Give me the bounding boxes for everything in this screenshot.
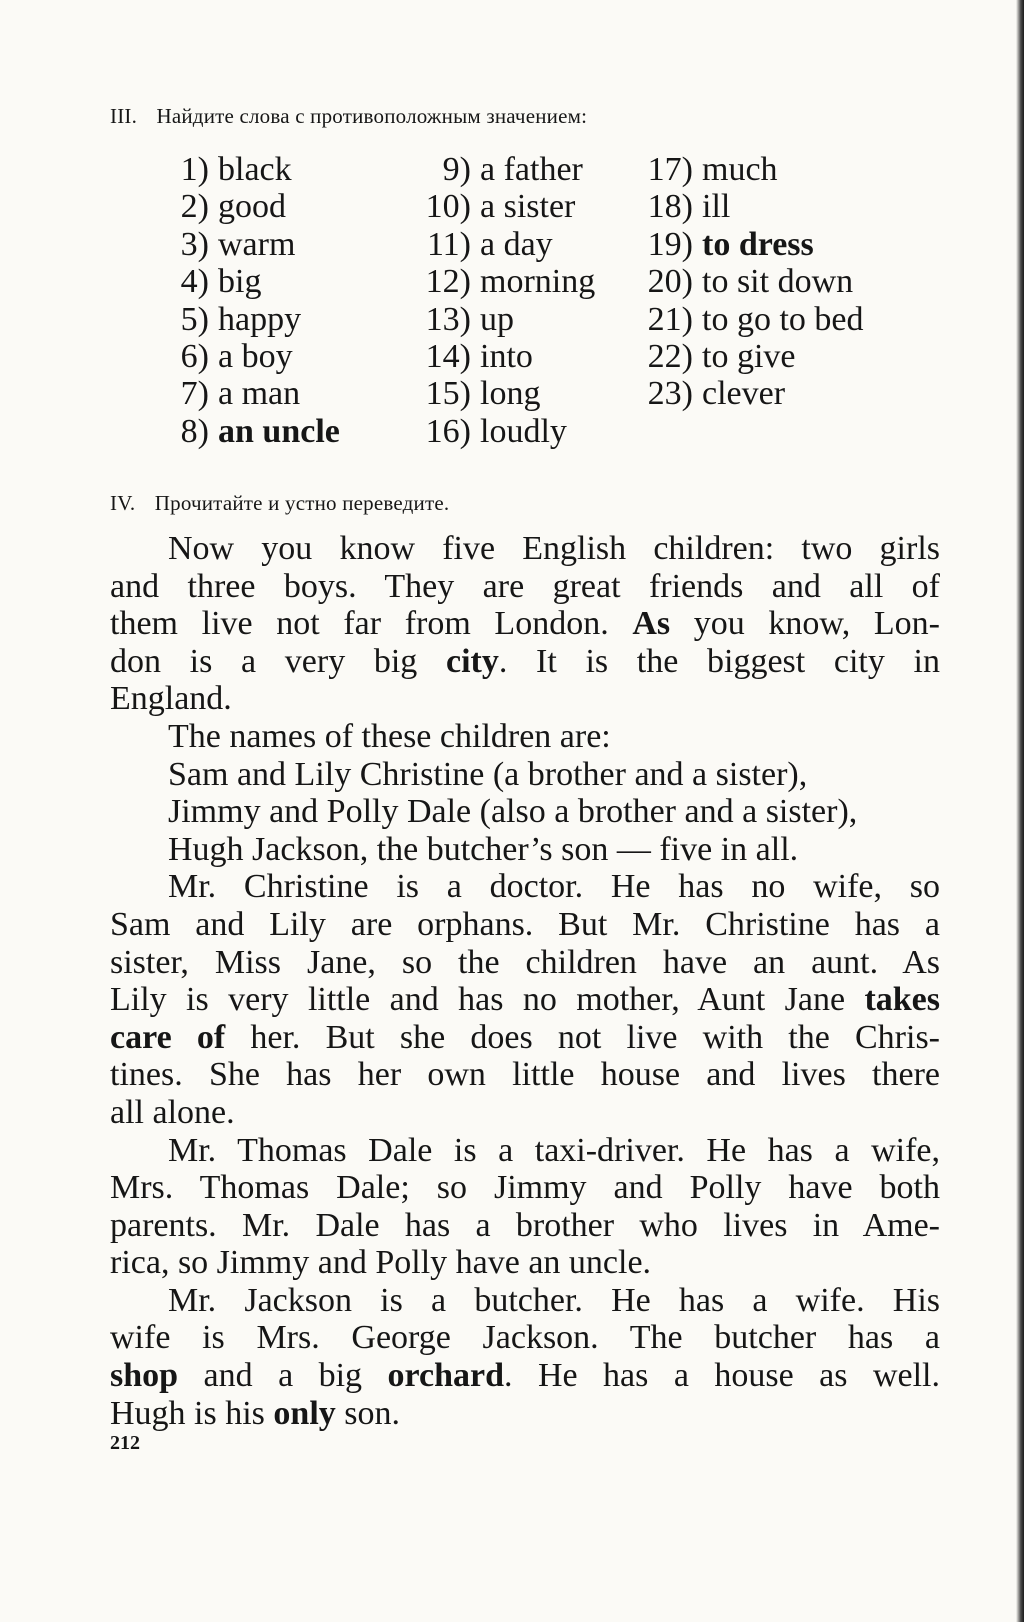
word-list-item	[643, 188, 863, 225]
word-text: an uncle	[218, 412, 340, 450]
text-segment: son.	[335, 1394, 401, 1432]
word-number: 3)	[180, 225, 209, 263]
text-segment: Hugh Jackson, the butcher’s son — five in all.	[168, 830, 799, 868]
word-list-item	[421, 301, 595, 338]
bold-word: As	[632, 605, 671, 643]
text-segment: Mr. Thomas Dale is a taxi-driver. He has a wife,	[168, 1131, 940, 1169]
text-line	[110, 906, 940, 944]
word-number: 14)	[425, 337, 471, 375]
word-list-item	[643, 375, 863, 412]
text-line	[110, 605, 940, 643]
text-segment: England.	[110, 680, 232, 718]
text-segment: Mr. Christine is a doctor. He has no wife, so	[168, 868, 940, 906]
text-line	[110, 568, 940, 606]
text-segment: Hugh is his	[110, 1394, 274, 1432]
exercise-4-number: IV.	[110, 491, 136, 515]
word-list-item	[159, 263, 340, 300]
word-text: black	[218, 151, 292, 188]
word-number: 17)	[647, 151, 693, 188]
word-number: 13)	[425, 300, 471, 338]
word-text: a man	[218, 375, 301, 413]
text-line	[110, 1019, 940, 1057]
word-list-item	[421, 151, 595, 188]
exercise-4-heading	[110, 491, 930, 516]
word-text: good	[218, 188, 286, 226]
text-segment: Mr. Jackson is a butcher. He has a wife. His	[168, 1281, 940, 1319]
text-line	[110, 1357, 940, 1395]
text-segment: and a big	[178, 1357, 388, 1395]
word-text: a sister	[480, 188, 576, 226]
text-segment: Jimmy and Polly Dale (also a brother and a sister),	[168, 793, 858, 831]
text-segment: The names of these children are:	[168, 717, 611, 755]
text-segment: Sam and Lily are orphans. But Mr. Christine has a	[110, 905, 940, 943]
page-edge	[1016, 0, 1024, 1622]
word-text: morning	[480, 263, 596, 301]
word-text: up	[480, 300, 514, 338]
text-line	[110, 944, 940, 982]
word-number: 2)	[180, 188, 209, 226]
word-list-item	[643, 151, 863, 188]
text-line	[110, 1395, 940, 1433]
text-line	[110, 680, 940, 718]
word-list-item	[421, 188, 595, 225]
word-column-2	[421, 151, 595, 450]
word-text: much	[702, 151, 778, 188]
word-text: to dress	[702, 225, 814, 263]
text-line	[110, 793, 940, 831]
page-number: 212	[110, 1432, 140, 1454]
text-segment: Now you know five English children: two girls	[168, 530, 940, 567]
word-number: 11)	[426, 225, 471, 263]
word-list-item	[159, 188, 340, 225]
bold-word: only	[273, 1394, 336, 1432]
bold-word: shop	[110, 1357, 179, 1395]
word-list-item	[421, 413, 595, 450]
text-segment: . It is the biggest city in	[498, 642, 940, 680]
word-list-item	[159, 375, 340, 412]
text-line	[110, 868, 940, 906]
paragraph	[110, 1282, 940, 1432]
word-number: 15)	[425, 375, 471, 413]
word-text: warm	[218, 225, 296, 263]
word-number: 12)	[425, 263, 471, 301]
text-segment: Mrs. Thomas Dale; so Jimmy and Polly have both	[110, 1169, 940, 1207]
word-text: clever	[702, 375, 786, 413]
word-number: 10)	[425, 188, 471, 226]
text-line	[110, 643, 940, 681]
bold-word: takes	[864, 981, 940, 1019]
text-line	[110, 1056, 940, 1094]
text-segment: rica, so Jimmy and Polly have an uncle.	[110, 1244, 652, 1282]
text-line	[110, 981, 940, 1019]
word-list-item	[643, 263, 863, 300]
word-column-3	[643, 151, 863, 413]
word-number: 23)	[647, 375, 693, 413]
word-list-item	[159, 413, 340, 450]
text-segment: them live not far from London.	[110, 605, 633, 643]
word-text: a father	[480, 151, 583, 188]
paragraph	[110, 868, 940, 1131]
text-segment: wife is Mrs. George Jackson. The butcher has a	[110, 1319, 940, 1357]
text-segment: don is a very big	[110, 642, 446, 680]
word-list-item	[159, 151, 340, 188]
word-list-item	[421, 338, 595, 375]
bold-word: orchard	[387, 1357, 504, 1395]
word-text: to go to bed	[702, 300, 864, 338]
word-number: 19)	[647, 225, 693, 263]
bold-word: city	[445, 642, 499, 680]
text-segment: sister, Miss Jane, so the children have an aunt. As	[110, 943, 940, 981]
exercise-3-number: III.	[110, 104, 138, 128]
exercise-3-heading	[110, 104, 930, 129]
reading-text	[110, 530, 940, 1432]
word-list-item	[643, 226, 863, 263]
word-number: 8)	[180, 412, 209, 450]
word-list-item	[159, 226, 340, 263]
paragraph	[110, 718, 940, 868]
text-segment: Lily is very little and has no mother, Aunt Jane	[110, 981, 865, 1019]
text-segment: you know, Lon-	[670, 605, 940, 643]
word-list-item	[159, 338, 340, 375]
exercise-3-instruction: Найдите слова с противоположным значением:	[156, 104, 588, 128]
word-number: 16)	[425, 412, 471, 450]
text-line	[110, 1207, 940, 1245]
text-segment: tines. She has her own little house and lives there	[110, 1056, 940, 1094]
text-line	[110, 1094, 940, 1132]
word-number: 20)	[647, 263, 693, 301]
text-line	[110, 718, 940, 756]
word-list-item	[421, 226, 595, 263]
exercise-4-instruction: Прочитайте и устно переведите.	[154, 491, 450, 515]
text-line	[110, 756, 940, 794]
bold-word: care of	[110, 1018, 226, 1056]
word-text: a day	[480, 225, 553, 263]
word-text: to give	[702, 337, 796, 375]
text-line	[110, 1282, 940, 1320]
word-number: 18)	[647, 188, 693, 226]
word-text: into	[480, 337, 533, 375]
text-line	[110, 1169, 940, 1207]
text-line	[110, 1132, 940, 1170]
word-list-item	[421, 263, 595, 300]
word-text: to sit down	[702, 263, 854, 301]
text-line	[110, 831, 940, 869]
word-list-item	[421, 375, 595, 412]
word-text: long	[480, 375, 541, 413]
word-number: 7)	[180, 375, 209, 413]
paragraph	[110, 1132, 940, 1282]
word-text: big	[218, 263, 262, 301]
text-segment: and three boys. They are great friends and all of	[110, 567, 940, 605]
text-line	[110, 1244, 940, 1282]
word-number: 1)	[180, 151, 209, 188]
word-text: happy	[218, 300, 302, 338]
text-line	[110, 530, 940, 568]
text-segment: her. But she does not live with the Chris-	[225, 1018, 941, 1056]
text-segment: . He has a house as well.	[504, 1357, 940, 1395]
word-number: 9)	[442, 151, 471, 188]
word-column-1	[159, 151, 340, 450]
text-segment: parents. Mr. Dale has a brother who lives in Ame-	[110, 1206, 940, 1244]
word-number: 22)	[647, 337, 693, 375]
word-list-item	[643, 338, 863, 375]
word-text: ill	[702, 188, 731, 226]
word-text: a boy	[218, 337, 293, 375]
word-number: 4)	[180, 263, 209, 301]
word-list-item	[643, 301, 863, 338]
word-number: 5)	[180, 300, 209, 338]
word-number: 6)	[180, 337, 209, 375]
text-segment: Sam and Lily Christine (a brother and a sister),	[168, 755, 808, 793]
word-text: loudly	[480, 412, 567, 450]
word-number: 21)	[647, 300, 693, 338]
paragraph	[110, 530, 940, 718]
word-list-item	[159, 301, 340, 338]
text-line	[110, 1319, 940, 1357]
text-segment: all alone.	[110, 1093, 235, 1131]
